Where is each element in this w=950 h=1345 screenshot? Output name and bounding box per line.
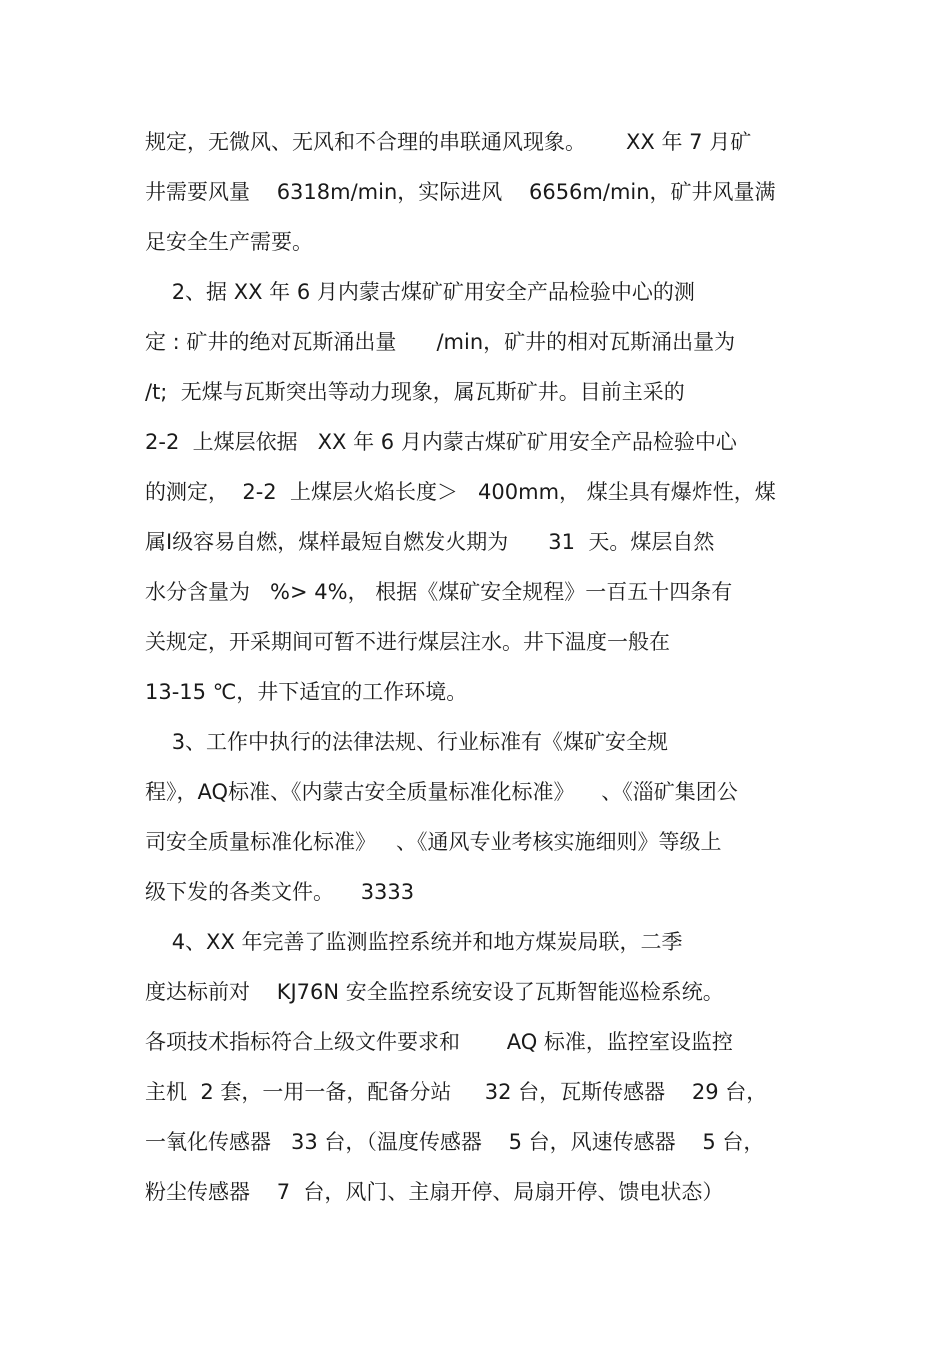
text-line-9: 属Ⅰ级容易自燃，煤样最短自燃发火期为 31 天。煤层自然 — [145, 530, 715, 554]
text-line-22: 粉尘传感器 7 台，风门、主扇开停、局扇开停、馈电状态） — [145, 1180, 724, 1204]
text-line-16: 级下发的各类文件。 3333 — [145, 880, 415, 904]
text-line-18: 度达标前对 KJ76N 安全监控系统安设了瓦斯智能巡检系统。 — [145, 980, 724, 1004]
text-line-11: 关规定，开采期间可暂不进行煤层注水。井下温度一般在 — [145, 630, 670, 654]
text-line-17: 4、XX 年完善了监测监控系统并和地方煤炭局联，二季 — [145, 930, 683, 954]
text-line-1: 规定，无微风、无风和不合理的串联通风现象。 XX 年 7 月矿 — [145, 130, 752, 154]
text-line-2: 井需要风量 6318m/min，实际进风 6656m/min，矿井风量满 — [145, 180, 776, 204]
text-line-6: /t; 无煤与瓦斯突出等动力现象，属瓦斯矿井。目前主采的 — [145, 380, 685, 404]
text-line-5: 定 : 矿井的绝对瓦斯涌出量 /min，矿井的相对瓦斯涌出量为 — [145, 330, 736, 354]
text-line-14: 程》，AQ标准、《内蒙古安全质量标准化标准》 、《淄矿集团公 — [145, 780, 738, 804]
text-line-10: 水分含量为 %> 4%， 根据《煤矿安全规程》一百五十四条有 — [145, 580, 733, 604]
text-line-21: 一氧化传感器 33 台，（温度传感器 5 台，风速传感器 5 台， — [145, 1130, 765, 1154]
text-line-13: 3、工作中执行的法律法规、行业标准有《煤矿安全规 — [145, 730, 669, 754]
text-line-7: 2-2 上煤层依据 XX 年 6 月内蒙古煤矿矿用安全产品检验中心 — [145, 430, 737, 454]
text-line-4: 2、据 XX 年 6 月内蒙古煤矿矿用安全产品检验中心的测 — [145, 280, 695, 304]
text-line-15: 司安全质量标准化标准》 、《通风专业考核实施细则》等级上 — [145, 830, 722, 854]
text-line-12: 13-15 ℃，井下适宜的工作环境。 — [145, 680, 468, 704]
text-line-19: 各项技术指标符合上级文件要求和 AQ 标准，监控室设监控 — [145, 1030, 733, 1054]
text-line-3: 足安全生产需要。 — [145, 230, 313, 254]
text-line-20: 主机 2 套，一用一备，配备分站 32 台，瓦斯传感器 29 台， — [145, 1080, 768, 1104]
text-line-8: 的测定， 2-2 上煤层火焰长度＞ 400mm， 煤尘具有爆炸性，煤 — [145, 480, 776, 504]
